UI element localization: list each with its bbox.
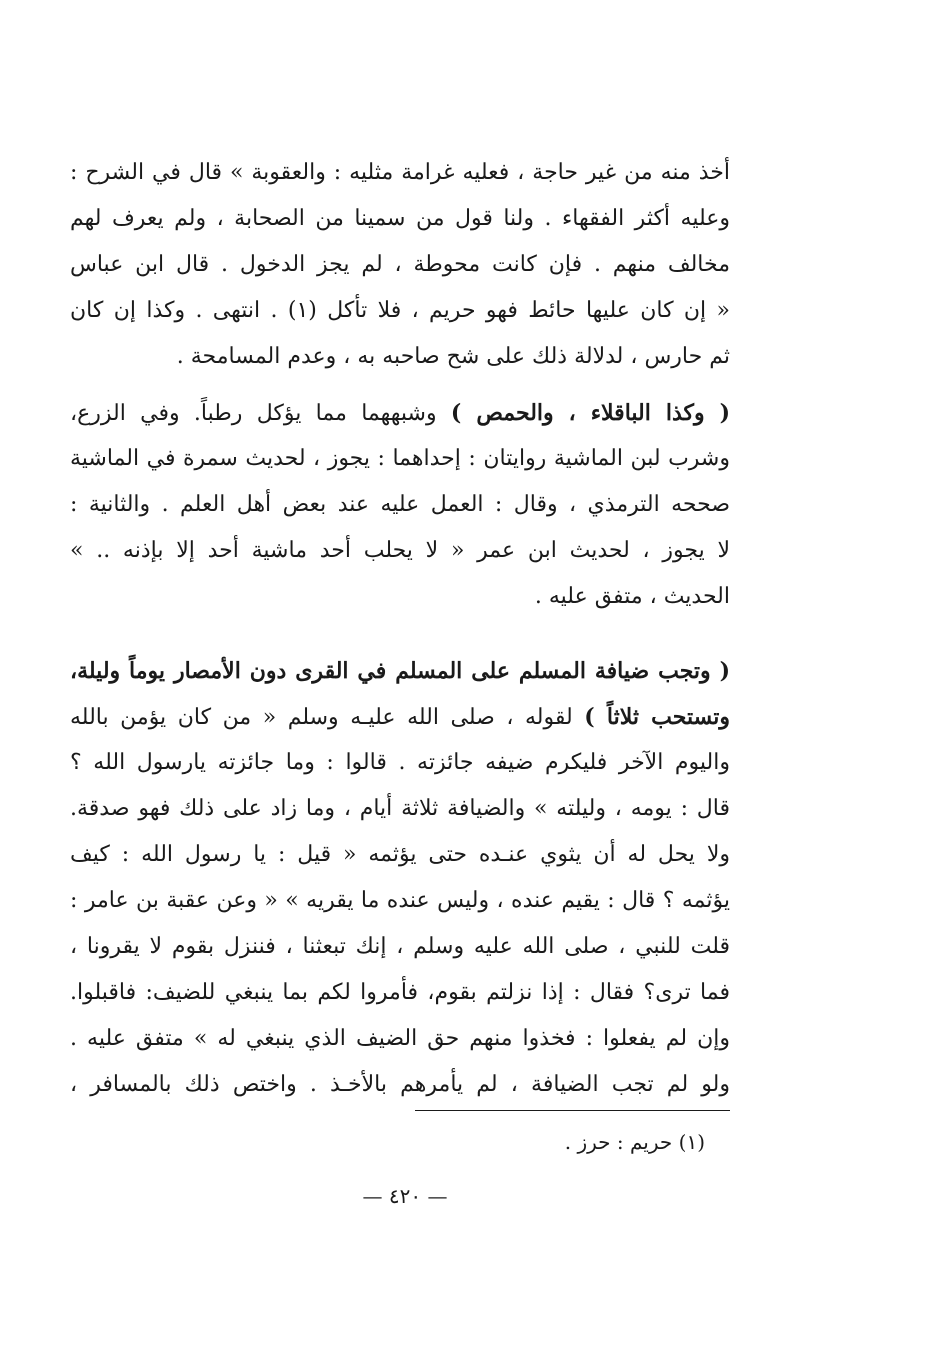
text-line-lead (70, 694, 730, 740)
lead-continuation: وشبههما مما يؤكل رطباً. وفي الزرع، (70, 401, 451, 426)
text-line: ثم حارس ، لدلالة ذلك على شح صاحبه به ، وعدم المسامحة . (176, 344, 730, 369)
lead-continuation: لقوله ، صلى الله عليـه وسلم « من كان يؤمن بالله (70, 705, 585, 730)
text-line: قلت للنبي ، صلى الله عليه وسلم ، إنك تبعثنا ، فننزل بقوم لا يقرونا ، (70, 934, 730, 959)
paragraph-1 (70, 150, 730, 380)
text-line: وإن لم يفعلوا : فخذوا منهم حق الضيف الذي ينبغي له » متفق عليه . (70, 1026, 730, 1051)
text-line: واليوم الآخر فليكرم ضيفه جائزته . قالوا : وما جائزته يارسول الله ؟ (70, 750, 730, 775)
text-line: لا يجوز ، لحديث ابن عمر « لا يحلب أحد ماشية أحد إلا بإذنه .. » (70, 538, 730, 563)
text-line: وشرب لبن الماشية روايتان : إحداهما : يجوز ، لحديث سمرة في الماشية (70, 446, 730, 471)
text-line-lead (70, 390, 730, 436)
text-line: وعليه أكثر الفقهاء . ولنا قول من سمينا من الصحابة ، ولم يعرف لهم (70, 206, 730, 231)
text-line: « إن كان عليها حائط فهو حريم ، فلا تأكل (١) . انتهى . وكذا إن كان (70, 298, 730, 323)
footnote: (١) حريم : حرز . (564, 1130, 705, 1154)
text-line: مخالف منهم . فإن كانت محوطة ، لم يجز الدخول . قال ابن عباس (70, 252, 730, 277)
text-line: فما ترى؟ فقال : إذا نزلتم بقوم، فأمروا لكم بما ينبغي للضيف: فاقبلوا. (70, 980, 730, 1005)
paragraph-3 (70, 648, 730, 1108)
bold-heading-text: وتستحب ثلاثاً ) (584, 704, 730, 730)
paragraph-2 (70, 390, 730, 620)
text-line: ولا يحل له أن يثوي عنـده حتى يؤثمه « قيل : يا رسول الله : كيف (70, 842, 730, 867)
footnote-divider (415, 1110, 730, 1111)
text-line: أخذ منه من غير حاجة ، فعليه غرامة مثليه : والعقوبة » قال في الشرح : (70, 160, 730, 185)
text-line: ولو لم تجب الضيافة ، لم يأمرهم بالأخـذ . واختص ذلك بالمسافر ، (70, 1072, 730, 1097)
bold-heading-text: ( وكذا الباقلاء ، والحمص ) (450, 400, 730, 426)
text-line: قال : يومه ، وليلته » والضيافة ثلاثة أيام ، وما زاد على ذلك فهو صدقة. (70, 796, 730, 821)
page-number: — ٤٢٠ — (362, 1184, 448, 1208)
text-line: الحديث ، متفق عليه . (534, 584, 730, 609)
text-line: يؤثمه ؟ قال : يقيم عنده ، وليس عنده ما يقريه » « وعن عقبة بن عامر : (70, 888, 730, 913)
text-line: صححه الترمذي ، وقال : العمل عليه عند بعض أهل العلم . والثانية : (70, 492, 730, 517)
bold-heading-text: ( وتجب ضيافة المسلم على المسلم في القرى دون الأمصار يوماً وليلة، (70, 658, 730, 684)
